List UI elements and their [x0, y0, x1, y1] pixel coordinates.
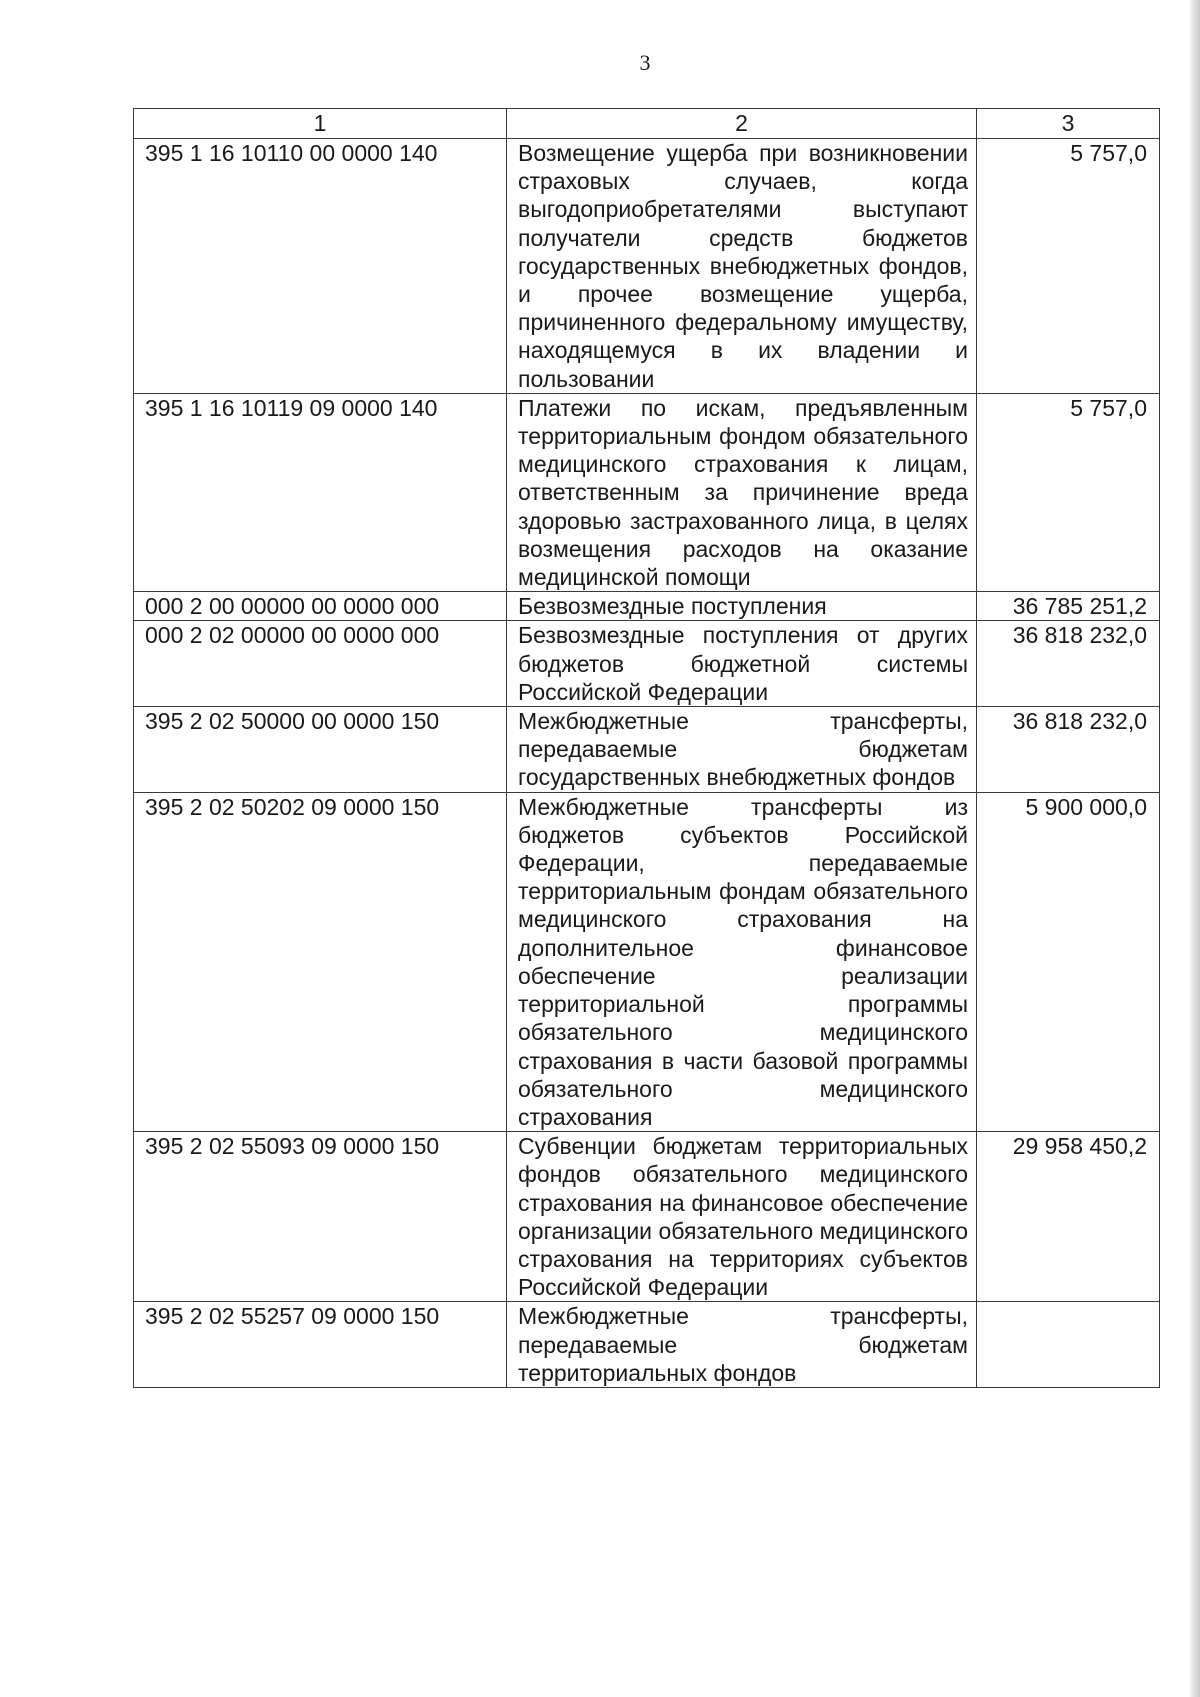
budget-code: 395 2 02 50202 09 0000 150 [134, 792, 507, 1131]
table-row [134, 139, 1160, 394]
budget-code: 000 2 00 00000 00 0000 000 [134, 592, 507, 621]
row-description: Межбюджетные трансферты, передаваемые бюджетам территориальных фондов [507, 1302, 977, 1388]
row-description: Субвенции бюджетам территориальных фондов обязательного медицинского страхования на финансовое обеспечение организации обязательного медицинского страхования на территориях субъектов Российской Федерации [507, 1132, 977, 1302]
row-description: Платежи по искам, предъявленным территориальным фондом обязательного медицинского страхования к лицам, ответственным за причинение вреда здоровью застрахованного лица, в целях возмещения расходов на оказание медицинской помощи [507, 393, 977, 591]
table-row [134, 1132, 1160, 1302]
table-row [134, 1302, 1160, 1388]
row-description: Безвозмездные поступления от других бюджетов бюджетной системы Российской Федерации [507, 621, 977, 707]
row-amount: 36 818 232,0 [977, 707, 1160, 793]
row-amount: 5 757,0 [977, 139, 1160, 394]
row-description: Возмещение ущерба при возникновении страховых случаев, когда выгодоприобретателями выступают получатели средств бюджетов государственных внебюджетных фондов, и прочее возмещение ущерба, причиненного федеральному имуществу, находящемуся в их владении и пользовании [507, 139, 977, 394]
row-amount: 36 785 251,2 [977, 592, 1160, 621]
revenue-table [133, 108, 1160, 1388]
budget-code: 395 2 02 50000 00 0000 150 [134, 707, 507, 793]
header-col-1: 1 [134, 109, 507, 139]
row-amount: 36 818 232,0 [977, 621, 1160, 707]
table-row [134, 592, 1160, 621]
budget-code: 395 2 02 55257 09 0000 150 [134, 1302, 507, 1388]
table-row [134, 707, 1160, 793]
table-row [134, 621, 1160, 707]
row-amount: 5 900 000,0 [977, 792, 1160, 1131]
budget-code: 395 1 16 10119 09 0000 140 [134, 393, 507, 591]
table-row [134, 792, 1160, 1131]
row-amount: 29 958 450,2 [977, 1132, 1160, 1302]
row-amount [977, 1302, 1160, 1388]
row-description: Безвозмездные поступления [507, 592, 977, 621]
budget-code: 000 2 02 00000 00 0000 000 [134, 621, 507, 707]
page-edge-shadow [1190, 0, 1200, 1697]
header-col-3: 3 [977, 109, 1160, 139]
budget-code: 395 2 02 55093 09 0000 150 [134, 1132, 507, 1302]
table-header-row [134, 109, 1160, 139]
row-description: Межбюджетные трансферты, передаваемые бюджетам государственных внебюджетных фондов [507, 707, 977, 793]
table-row [134, 393, 1160, 591]
budget-code: 395 1 16 10110 00 0000 140 [134, 139, 507, 394]
row-description: Межбюджетные трансферты из бюджетов субъектов Российской Федерации, передаваемые территориальным фондам обязательного медицинского страхования на дополнительное финансовое обеспечение реализации территориальной программы обязательного медицинского страхования в части базовой программы обязательного медицинского страхования [507, 792, 977, 1131]
page-number: 3 [639, 50, 651, 75]
row-amount: 5 757,0 [977, 393, 1160, 591]
header-col-2: 2 [507, 109, 977, 139]
